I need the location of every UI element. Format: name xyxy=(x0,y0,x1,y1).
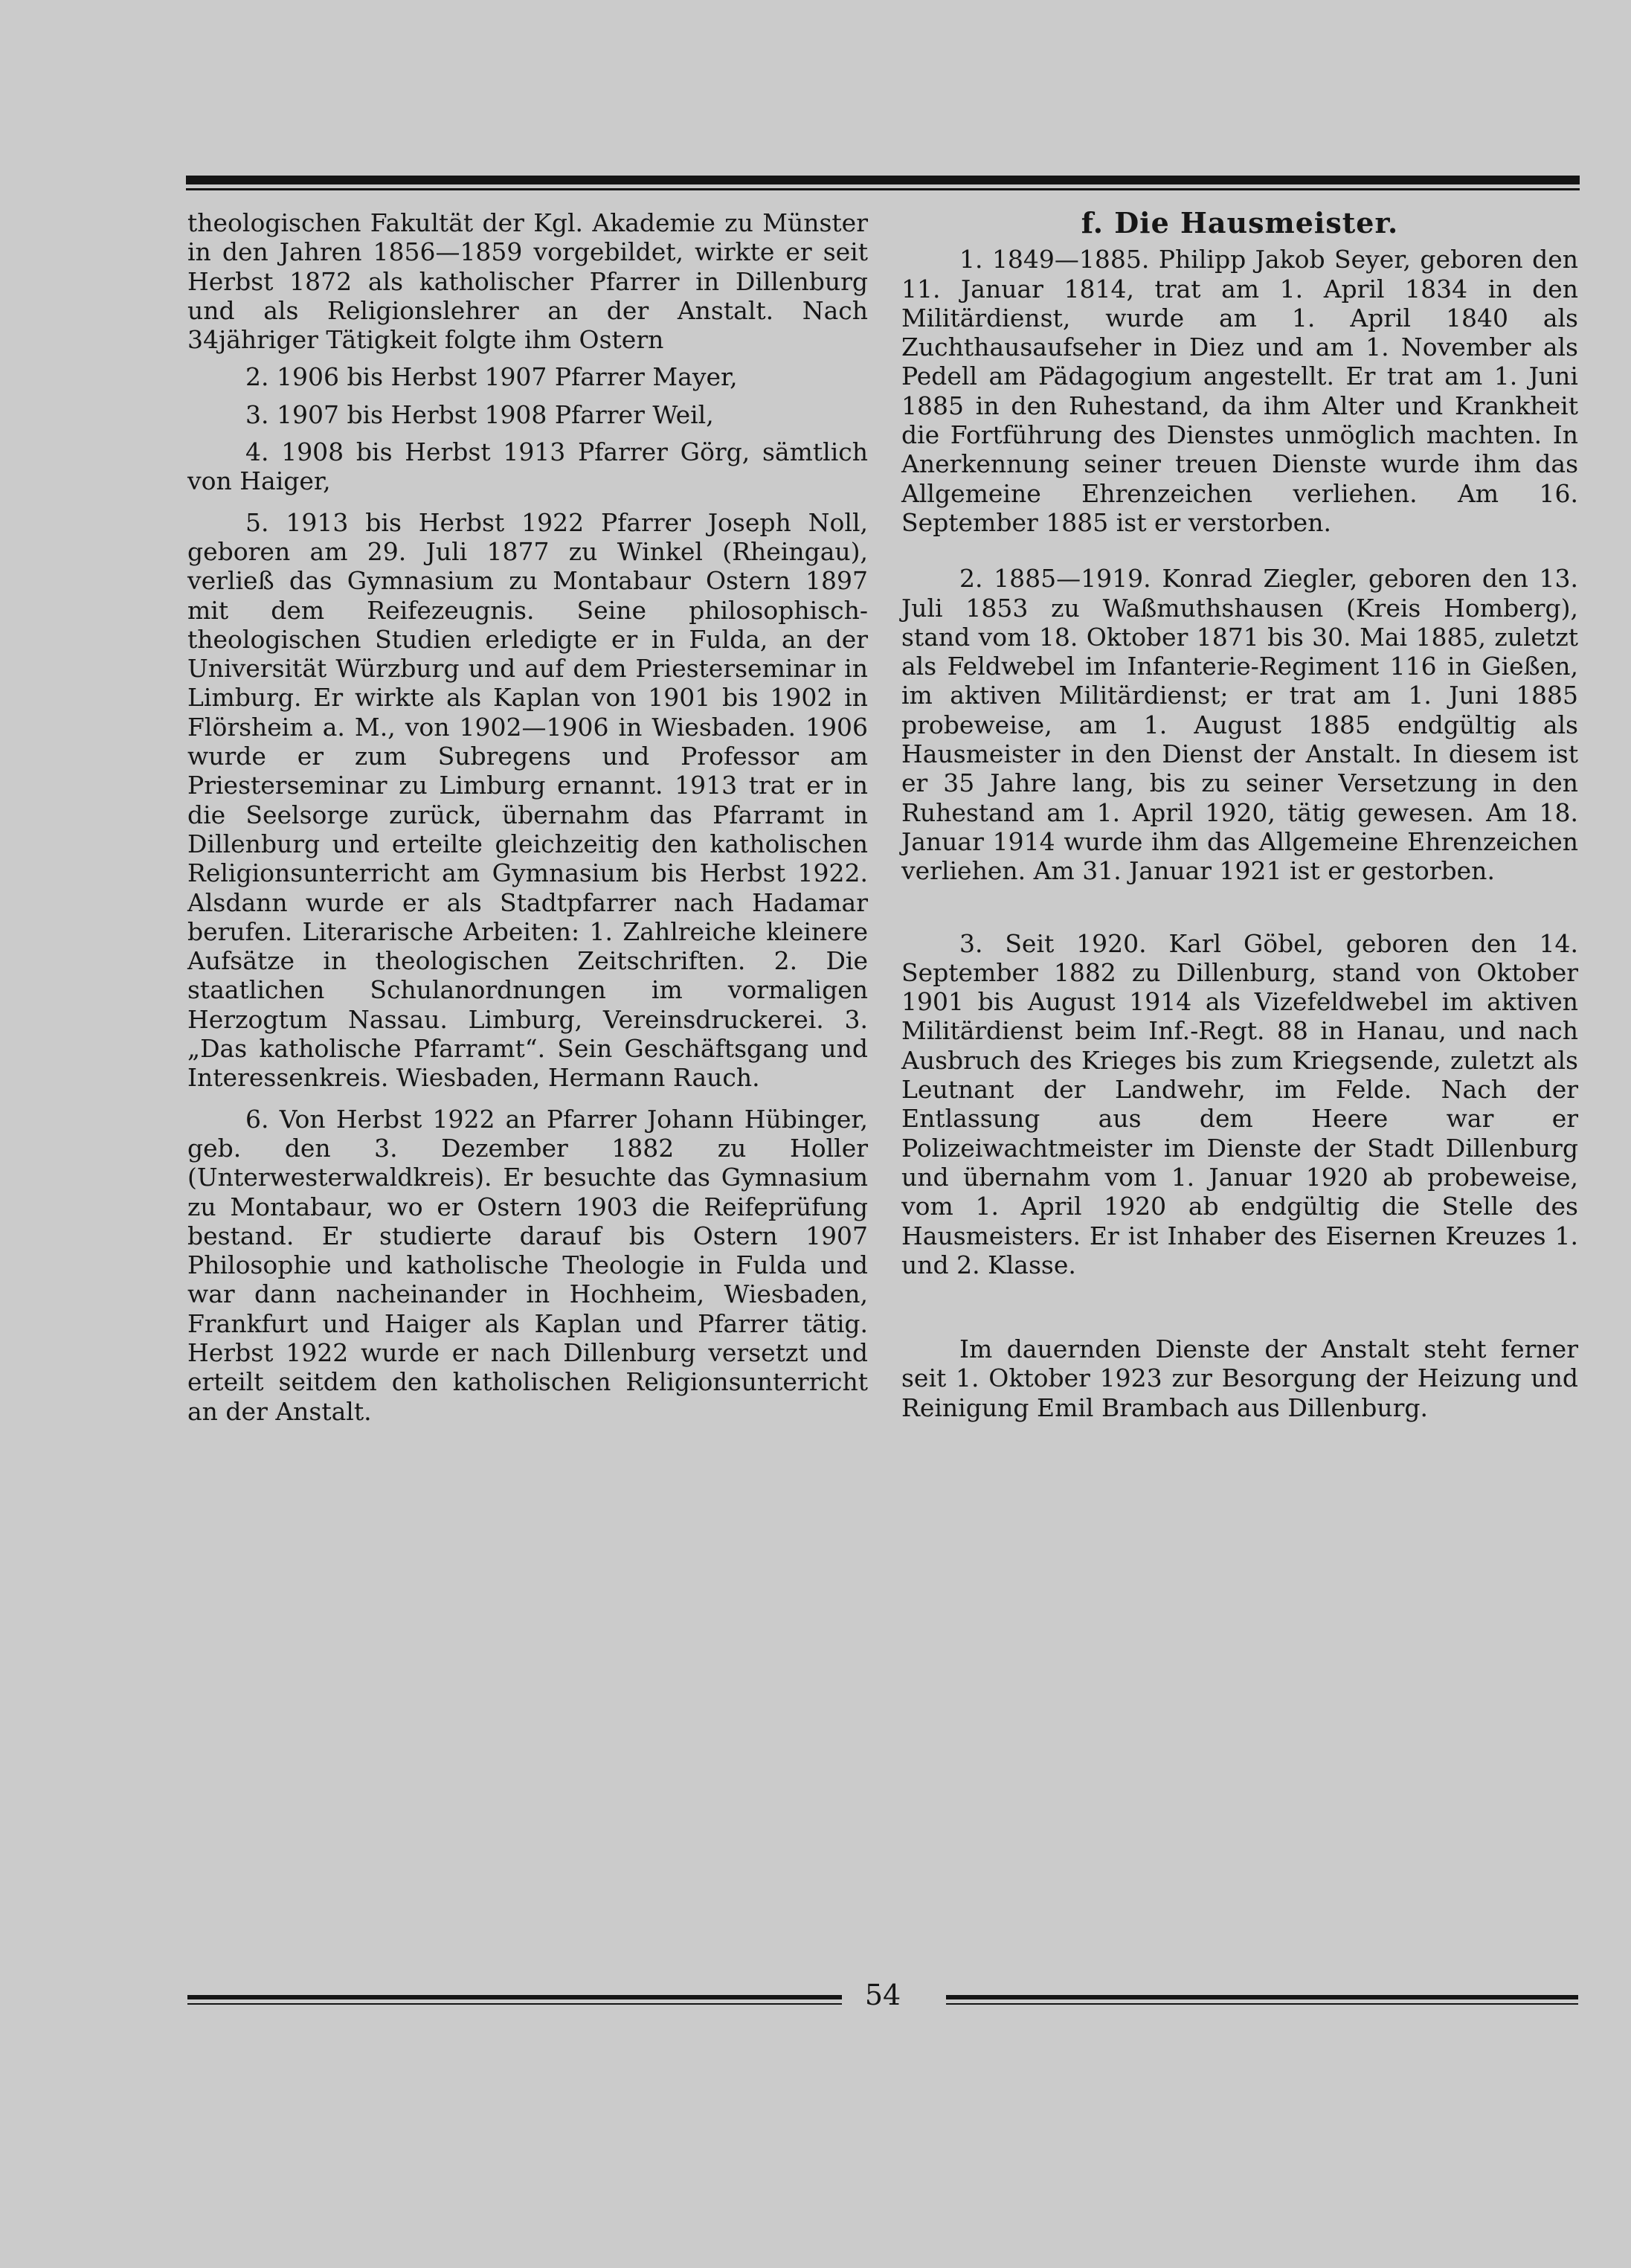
left-column xyxy=(187,208,868,1426)
top-double-rule xyxy=(186,176,1580,190)
right-column xyxy=(901,208,1578,1422)
entry-4: 4. 1908 bis Herbst 1913 Pfarrer Görg, sämtlich von Haiger, xyxy=(187,437,868,496)
entry-3: 3. 1907 bis Herbst 1908 Pfarrer Weil, xyxy=(245,399,714,429)
footer xyxy=(187,1979,1578,2023)
hausmeister-entry-2: 2. 1885—1919. Konrad Ziegler, geboren den 13. Juli 1853 zu Waßmuthshausen (Kreis Homberg), stand vom 18. Oktober 1871 bis 30. Mai 1885, zuletzt als Feldwebel im Infanterie-Regiment 116 in Gießen, im aktiven Militärdienst; er trat am 1. Juni 1885 probeweise, am 1. August 1885 endgültig als Hausmeister in den Dienst der Anstalt. In diesem ist er 35 Jahre lang, bis zu seiner Versetzung in den Ruhestand am 1. April 1920, tätig gewesen. Am 18. Januar 1914 wurde ihm das Allgemeine Ehrenzeichen verliehen. Am 31. Januar 1921 ist er gestorben. xyxy=(901,564,1578,886)
entry-2: 2. 1906 bis Herbst 1907 Pfarrer Mayer, xyxy=(245,362,738,392)
entry-6: 6. Von Herbst 1922 an Pfarrer Johann Hübinger, geb. den 3. Dezember 1882 zu Holler (Unterwesterwaldkreis). Er besuchte das Gymnasium zu Montabaur, wo er Ostern 1903 die Reifeprüfung bestand. Er studierte darauf bis Ostern 1907 Philosophie und katholische Theologie in Fulda und war dann nacheinander in Hochheim, Wiesbaden, Frankfurt und Haiger als Kaplan und Pfarrer tätig. Herbst 1922 wurde er nach Dillenburg versetzt und erteilt seitdem den katholischen Religionsunterricht an der Anstalt. xyxy=(187,1104,868,1426)
section-heading: f. Die Hausmeister. xyxy=(1081,206,1399,240)
entry-5: 5. 1913 bis Herbst 1922 Pfarrer Joseph Noll, geboren am 29. Juli 1877 zu Winkel (Rheingau), verließ das Gymnasium zu Montabaur Ostern 1897 mit dem Reifezeugnis. Seine philosophisch-theologischen Studien erledigte er in Fulda, an der Universität Würzburg und auf dem Priesterseminar in Limburg. Er wirkte als Kaplan von 1901 bis 1902 in Flörsheim a. M., von 1902—1906 in Wiesbaden. 1906 wurde er zum Subregens und Professor am Priesterseminar zu Limburg ernannt. 1913 trat er in die Seelsorge zurück, übernahm das Pfarramt in Dillenburg und erteilte gleichzeitig den katholischen Religionsunterricht am Gymnasium bis Herbst 1922. Alsdann wurde er als Stadtpfarrer nach Hadamar berufen. Literarische Arbeiten: 1. Zahlreiche kleinere Aufsätze in theologischen Zeitschriften. 2. Die staatlichen Schulanordnungen im vormaligen Herzogtum Nassau. Limburg, Vereinsdruckerei. 3. „Das katholische Pfarramt“. Sein Geschäftsgang und Interessenkreis. Wiesbaden, Hermann Rauch. xyxy=(187,507,868,1093)
hausmeister-entry-1: 1. 1849—1885. Philipp Jakob Seyer, geboren den 11. Januar 1814, trat am 1. April 1834 in den Militärdienst, wurde am 1. April 1840 als Zuchthausaufseher in Diez und am 1. November als Pedell am Pädagogium angestellt. Er trat am 1. Juni 1885 in den Ruhestand, da ihm Alter und Krankheit die Fortführung des Dienstes unmöglich machten. In Anerkennung seiner treuen Dienste wurde ihm das Allgemeine Ehrenzeichen verliehen. Am 16. September 1885 ist er verstorben. xyxy=(901,245,1578,537)
page-number: 54 xyxy=(864,1979,901,2011)
hausmeister-entry-3: 3. Seit 1920. Karl Göbel, geboren den 14. September 1882 zu Dillenburg, stand von Oktober 1901 bis August 1914 als Vizefeldwebel im aktiven Militärdienst beim Inf.-Regt. 88 in Hanau, und nach Ausbruch des Krieges bis zum Kriegsende, zuletzt als Leutnant der Landwehr, im Felde. Nach der Entlassung aus dem Heere war er Polizeiwachtmeister im Dienste der Stadt Dillenburg und übernahm vom 1. Januar 1920 ab probeweise, vom 1. April 1920 ab endgültig die Stelle des Hausmeisters. Er ist Inhaber des Eisernen Kreuzes 1. und 2. Klasse. xyxy=(901,928,1578,1279)
closing-paragraph: Im dauernden Dienste der Anstalt steht ferner seit 1. Oktober 1923 zur Besorgung der Heizung und Reinigung Emil Brambach aus Dillenburg. xyxy=(901,1334,1578,1422)
footer-rule-right xyxy=(946,1995,1578,1999)
paragraph-intro: theologischen Fakultät der Kgl. Akademie zu Münster in den Jahren 1856—1859 vorgebildet, wirkte er seit Herbst 1872 als katholischer Pfarrer in Dillenburg und als Religionslehrer an der Anstalt. Nach 34jähriger Tätigkeit folgte ihm Ostern xyxy=(187,208,868,355)
footer-rule-right-thin xyxy=(946,2003,1578,2005)
